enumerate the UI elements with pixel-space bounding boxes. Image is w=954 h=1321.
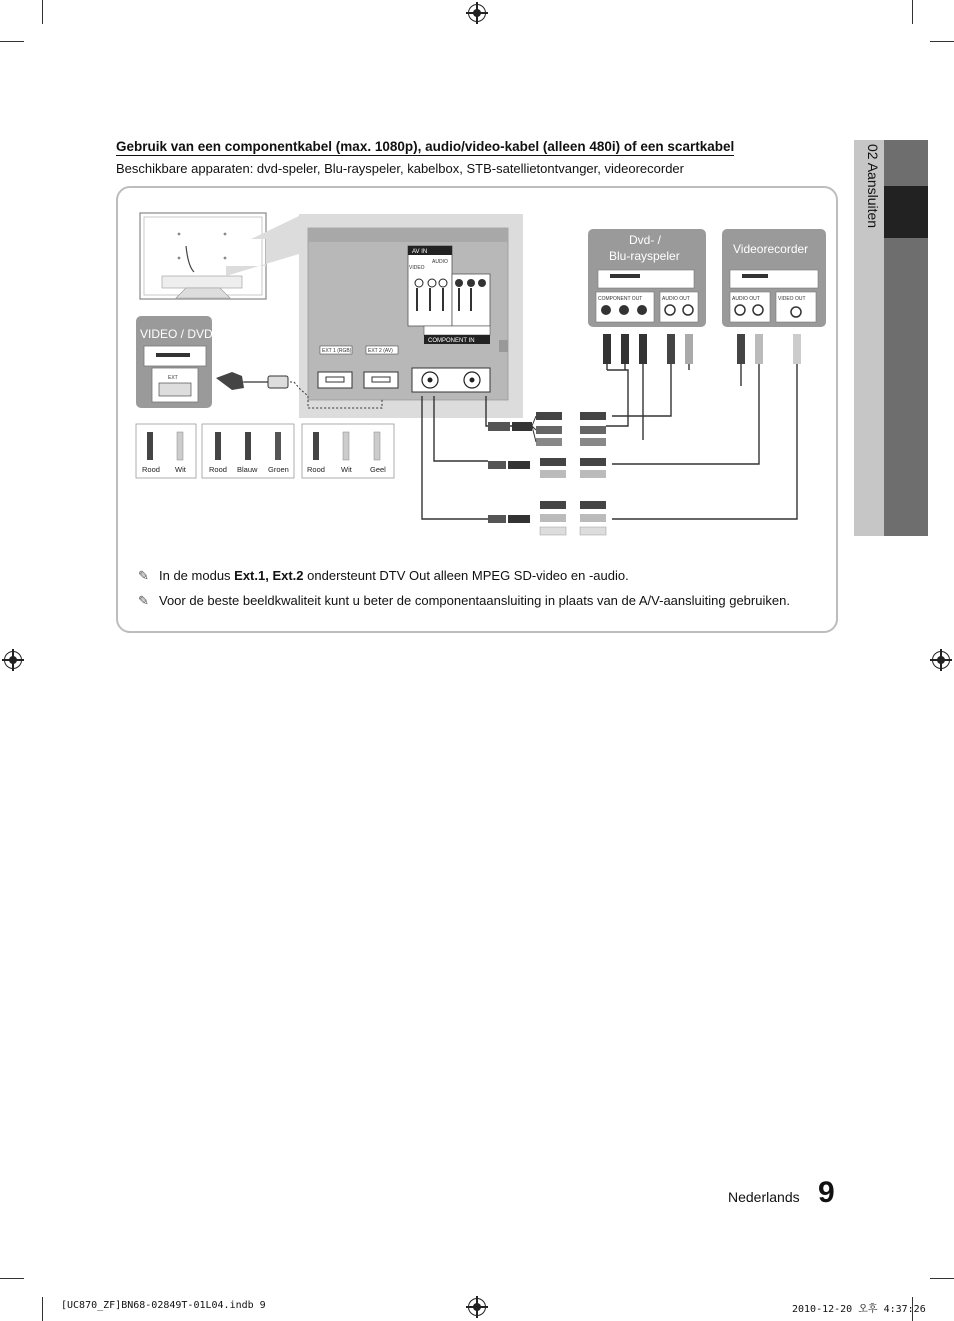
legend-blauw: Blauw xyxy=(237,465,258,474)
component-in-label: COMPONENT IN xyxy=(428,338,475,344)
pencil-note-icon: ✎ xyxy=(138,593,149,608)
legend-rood-3: Rood xyxy=(307,465,325,474)
section-tab-marker xyxy=(884,186,928,238)
page-number: 9 xyxy=(818,1176,835,1209)
dvd-bluray-device xyxy=(588,229,706,327)
note-1-bold: Ext.1, Ext.2 xyxy=(234,568,304,583)
videorecorder-device xyxy=(722,229,826,327)
crop-mark xyxy=(0,1278,24,1279)
legend-wit-3: Wit xyxy=(341,465,352,474)
pencil-note-icon: ✎ xyxy=(138,568,149,583)
section-tab-label: 02 Aansluiten xyxy=(865,144,881,229)
video-dvd-device xyxy=(136,316,213,408)
tv-input-panel xyxy=(308,228,508,400)
audio-cable-bundle xyxy=(488,458,606,478)
av-cable-bundle xyxy=(488,501,606,535)
legend-geel: Geel xyxy=(370,465,386,474)
print-file-info: [UC870_ZF]BN68-02849T-01L04.indb 9 xyxy=(61,1300,266,1311)
ext1-label: EXT 1 (RGB) xyxy=(322,348,352,354)
crop-mark xyxy=(0,41,24,42)
audio-out-label: AUDIO OUT xyxy=(662,296,690,302)
language-label: Nederlands xyxy=(728,1189,800,1205)
av-in-label: AV IN xyxy=(412,249,428,255)
audio-label: AUDIO xyxy=(432,259,448,265)
available-devices-text: Beschikbare apparaten: dvd-speler, Blu-rayspeler, kabelbox, STB-satellietontvanger, videorecorder xyxy=(116,161,684,176)
videorecorder-title: Videorecorder xyxy=(733,242,809,256)
print-timestamp: 2010-12-20 오후 4:37:26 xyxy=(792,1304,926,1315)
video-label: VIDEO xyxy=(409,265,425,271)
vcr-audio-out-label: AUDIO OUT xyxy=(732,296,760,302)
legend-rood-1: Rood xyxy=(142,465,160,474)
legend-rood-2: Rood xyxy=(209,465,227,474)
legend-groen: Groen xyxy=(268,465,289,474)
section-heading: Gebruik van een componentkabel (max. 1080p), audio/video-kabel (alleen 480i) of een scartkabel xyxy=(116,139,735,154)
ext2-label: EXT 2 (AV) xyxy=(368,348,393,354)
connection-diagram xyxy=(116,186,838,633)
cable-color-legend xyxy=(136,424,394,478)
component-out-label: COMPONENT OUT xyxy=(598,296,643,302)
registration-mark-icon xyxy=(932,651,950,669)
crop-mark xyxy=(42,1297,43,1321)
registration-mark-icon xyxy=(468,1298,486,1316)
note-1 xyxy=(138,568,629,584)
video-out-label: VIDEO OUT xyxy=(778,296,806,302)
dvd-title-line2: Blu-rayspeler xyxy=(609,249,680,263)
registration-mark-icon xyxy=(468,4,486,22)
crop-mark xyxy=(912,0,913,24)
legend-wit-1: Wit xyxy=(175,465,186,474)
crop-mark xyxy=(42,0,43,24)
video-dvd-title: VIDEO / DVD xyxy=(140,327,213,341)
crop-mark xyxy=(930,1278,954,1279)
note-1-suffix: ondersteunt DTV Out alleen MPEG SD-video en -audio. xyxy=(303,568,629,583)
registration-mark-icon xyxy=(4,651,22,669)
note-2-text: Voor de beste beeldkwaliteit kunt u beter de componentaansluiting in plaats van de A/V-aansluiting gebruiken. xyxy=(159,593,790,608)
tv-back-illustration xyxy=(140,213,266,299)
crop-mark xyxy=(930,41,954,42)
ext-port-label: EXT xyxy=(168,375,178,381)
dvd-title-line1: Dvd- / xyxy=(629,233,662,247)
note-1-prefix: In de modus xyxy=(159,568,235,583)
note-2 xyxy=(138,593,790,609)
